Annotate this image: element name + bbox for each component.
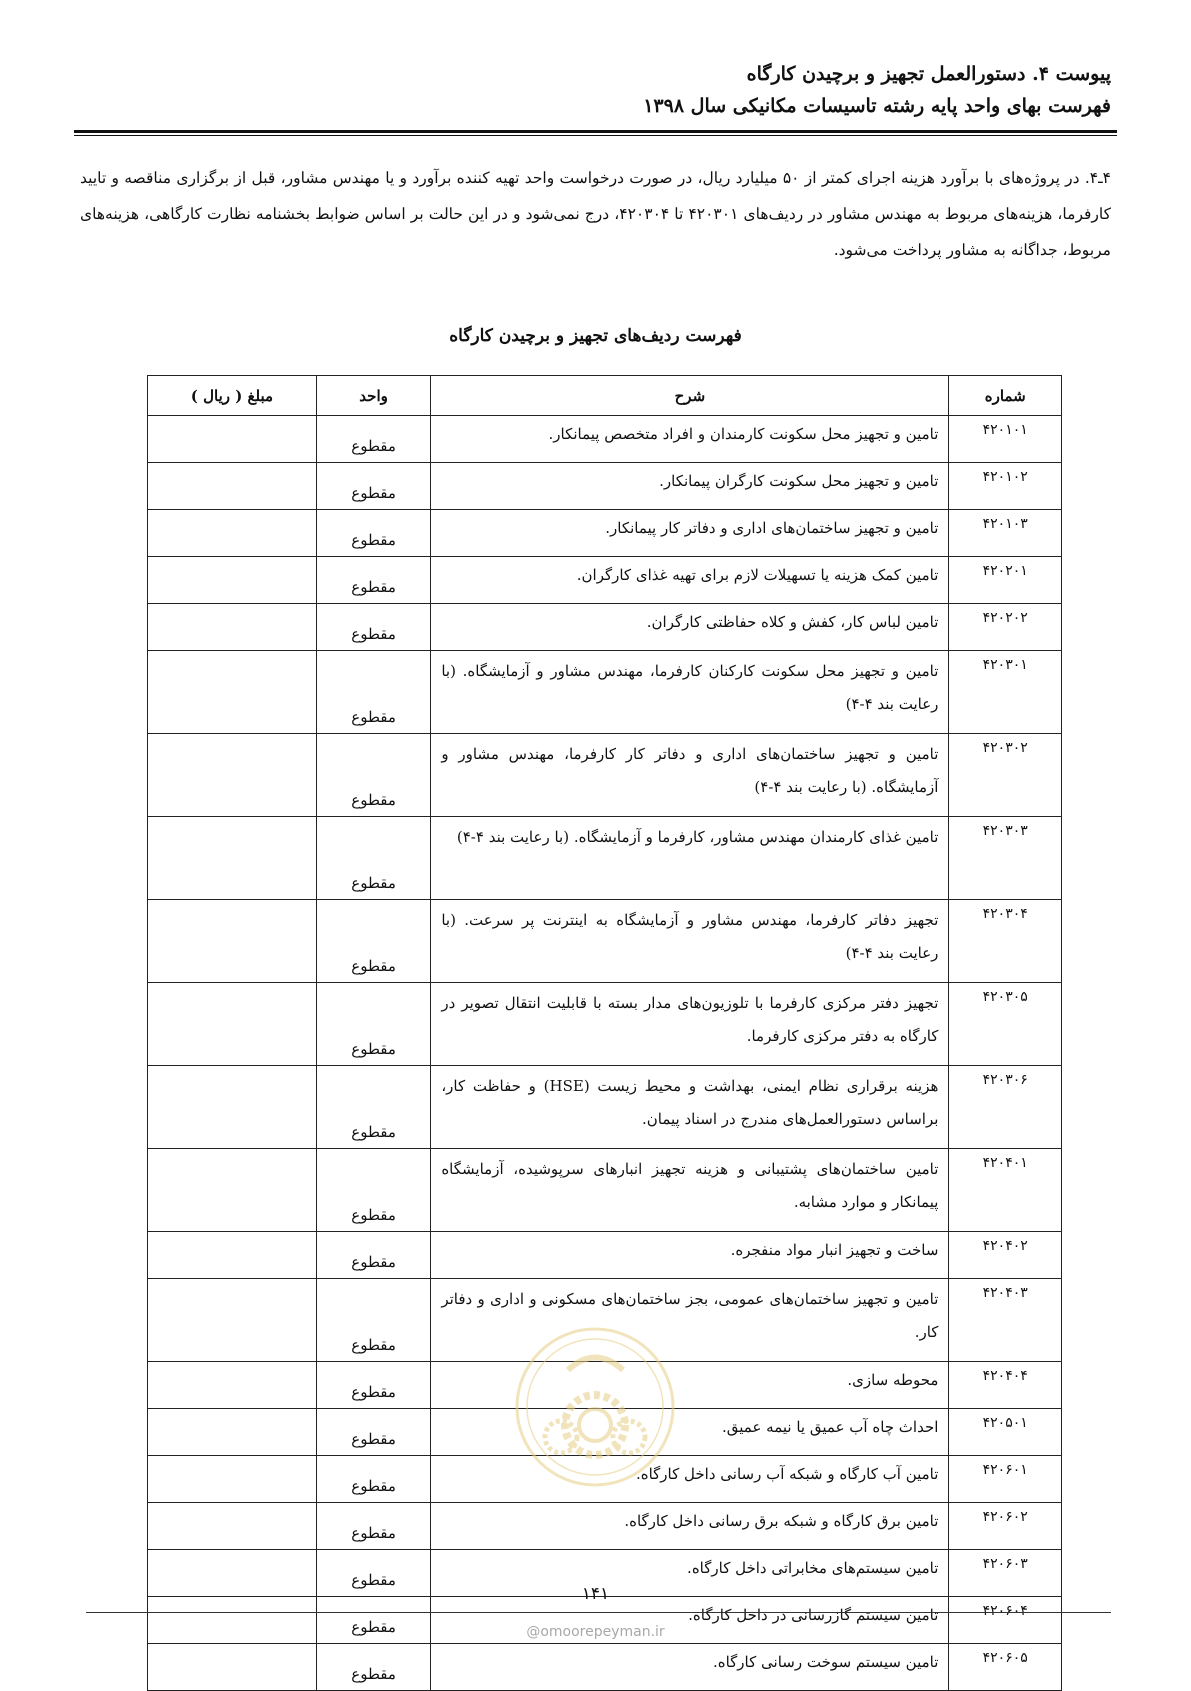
table-row [148, 604, 1062, 651]
row-description: تامین سیستم گازرسانی در داخل کارگاه. [431, 1597, 949, 1644]
row-amount [148, 1149, 317, 1232]
row-number: ۴۲۰۲۰۲ [949, 604, 1062, 651]
row-unit: مقطوع [316, 983, 430, 1066]
row-description: تامین و تجهیز ساختمان‌های اداری و دفاتر کار پیمانکار. [431, 510, 949, 557]
row-number: ۴۲۰۳۰۶ [949, 1066, 1062, 1149]
row-number: ۴۲۰۳۰۵ [949, 983, 1062, 1066]
row-description: تجهیز دفتر مرکزی کارفرما با تلوزیون‌های مدار بسته با قابلیت انتقال تصویر در کارگاه به دفتر مرکزی کارفرما. [431, 983, 949, 1066]
row-number: ۴۲۰۶۰۳ [949, 1550, 1062, 1597]
row-unit: مقطوع [316, 1644, 430, 1691]
row-description: تامین کمک هزینه یا تسهیلات لازم برای تهیه غذای کارگران. [431, 557, 949, 604]
row-amount [148, 983, 317, 1066]
row-number: ۴۲۰۴۰۴ [949, 1362, 1062, 1409]
row-amount [148, 734, 317, 817]
table-row [148, 463, 1062, 510]
table-row [148, 900, 1062, 983]
table-row [148, 1232, 1062, 1279]
table-row [148, 734, 1062, 817]
row-unit: مقطوع [316, 557, 430, 604]
row-number: ۴۲۰۱۰۲ [949, 463, 1062, 510]
intro-text: ۴ـ۴. در پروژه‌های با برآورد هزینه اجرای کمتر از ۵۰ میلیارد ریال، در صورت درخواست واحد تهیه کننده برآورد و یا مهندس مشاور، قبل از برگزاری مناقصه و تایید کارفرما، هزینه‌های مربوط به مهندس مشاور در ردیف‌های ۴۲۰۳۰۱ تا ۴۲۰۳۰۴، درج نمی‌شود و در این حالت بر اساس ضوابط بخشنامه نظارت کارگاهی، هزینه‌های مربوط، جداگانه به مشاور پرداخت می‌شود. [80, 169, 1112, 259]
table-row [148, 983, 1062, 1066]
row-description: تامین و تجهیز محل سکونت کارمندان و افراد متخصص پیمانکار. [431, 416, 949, 463]
row-number: ۴۲۰۶۰۴ [949, 1597, 1062, 1644]
row-unit: مقطوع [316, 1503, 430, 1550]
row-description: محوطه سازی. [431, 1362, 949, 1409]
row-description: تامین سیستم‌های مخابراتی داخل کارگاه. [431, 1550, 949, 1597]
row-description: تامین و تجهیز محل سکونت کارکنان کارفرما، مهندس مشاور و آزمایشگاه. (با رعایت بند ۴-۴) [431, 651, 949, 734]
table-title: فهرست ردیف‌های تجهیز و برچیدن کارگاه [449, 326, 742, 346]
row-description: ساخت و تجهیز انبار مواد منفجره. [431, 1232, 949, 1279]
footer-rule [86, 1612, 1111, 1613]
row-unit: مقطوع [316, 604, 430, 651]
row-number: ۴۲۰۶۰۱ [949, 1456, 1062, 1503]
row-amount [148, 817, 317, 900]
row-number: ۴۲۰۳۰۲ [949, 734, 1062, 817]
header-rule-thick [74, 130, 1117, 133]
row-unit: مقطوع [316, 1597, 430, 1644]
page-number: ۱۴۱ [581, 1584, 610, 1604]
header-rule-thin [74, 135, 1117, 136]
row-unit: مقطوع [316, 1149, 430, 1232]
row-amount [148, 1066, 317, 1149]
row-description: تامین آب کارگاه و شبکه آب رسانی داخل کارگاه. [431, 1456, 949, 1503]
row-amount [148, 1232, 317, 1279]
row-unit: مقطوع [316, 1279, 430, 1362]
row-description: تامین سیستم سوخت رسانی کارگاه. [431, 1644, 949, 1691]
row-number: ۴۲۰۱۰۳ [949, 510, 1062, 557]
row-number: ۴۲۰۶۰۵ [949, 1644, 1062, 1691]
row-amount [148, 510, 317, 557]
row-number: ۴۲۰۳۰۱ [949, 651, 1062, 734]
table-row [148, 510, 1062, 557]
row-amount [148, 1456, 317, 1503]
row-number: ۴۲۰۳۰۳ [949, 817, 1062, 900]
page-header [80, 58, 1111, 122]
table-row [148, 651, 1062, 734]
row-number: ۴۲۰۴۰۱ [949, 1149, 1062, 1232]
footer-site-link[interactable]: @omoorepeyman.ir [526, 1624, 665, 1640]
row-description: تامین غذای کارمندان مهندس مشاور، کارفرما و آزمایشگاه. (با رعایت بند ۴-۴) [431, 817, 949, 900]
row-amount [148, 651, 317, 734]
header-amount: مبلغ ( ریال ) [148, 376, 317, 416]
row-amount [148, 1362, 317, 1409]
row-description: تامین و تجهیز ساختمان‌های اداری و دفاتر کار کارفرما، مهندس مشاور و آزمایشگاه. (با رعایت بند ۴-۴) [431, 734, 949, 817]
table-header-row [148, 376, 1062, 416]
row-amount [148, 1279, 317, 1362]
table-row [148, 557, 1062, 604]
row-number: ۴۲۰۶۰۲ [949, 1503, 1062, 1550]
row-description: هزینه برقراری نظام ایمنی، بهداشت و محیط زیست (HSE) و حفاظت کار، براساس دستورالعمل‌های مندرج در اسناد پیمان. [431, 1066, 949, 1149]
header-subtitle: فهرست بهای واحد پایه رشته تاسیسات مکانیکی سال ۱۳۹۸ [643, 95, 1111, 117]
row-unit: مقطوع [316, 1409, 430, 1456]
row-description: تامین و تجهیز ساختمان‌های عمومی، بجز ساختمان‌های مسکونی و اداری و دفاتر کار. [431, 1279, 949, 1362]
row-amount [148, 1644, 317, 1691]
row-unit: مقطوع [316, 1362, 430, 1409]
header-unit: واحد [316, 376, 430, 416]
table-row [148, 1149, 1062, 1232]
table-row [148, 1066, 1062, 1149]
row-description: تجهیز دفاتر کارفرما، مهندس مشاور و آزمایشگاه به اینترنت پر سرعت. (با رعایت بند ۴-۴) [431, 900, 949, 983]
header-number: شماره [949, 376, 1062, 416]
row-number: ۴۲۰۴۰۳ [949, 1279, 1062, 1362]
row-unit: مقطوع [316, 510, 430, 557]
row-unit: مقطوع [316, 416, 430, 463]
items-table [147, 375, 1062, 1691]
row-unit: مقطوع [316, 1456, 430, 1503]
row-amount [148, 416, 317, 463]
row-amount [148, 1409, 317, 1456]
table-row [148, 416, 1062, 463]
row-description: تامین ساختمان‌های پشتیبانی و هزینه تجهیز انبارهای سرپوشیده، آزمایشگاه پیمانکار و موارد مشابه. [431, 1149, 949, 1232]
header-description: شرح [431, 376, 949, 416]
row-unit: مقطوع [316, 817, 430, 900]
row-unit: مقطوع [316, 900, 430, 983]
row-number: ۴۲۰۲۰۱ [949, 557, 1062, 604]
row-unit: مقطوع [316, 651, 430, 734]
row-amount [148, 463, 317, 510]
row-description: تامین برق کارگاه و شبکه برق رسانی داخل کارگاه. [431, 1503, 949, 1550]
row-unit: مقطوع [316, 1066, 430, 1149]
row-number: ۴۲۰۱۰۱ [949, 416, 1062, 463]
row-number: ۴۲۰۵۰۱ [949, 1409, 1062, 1456]
row-unit: مقطوع [316, 734, 430, 817]
row-description: تامین و تجهیز محل سکونت کارگران پیمانکار. [431, 463, 949, 510]
row-amount [148, 1503, 317, 1550]
row-amount [148, 557, 317, 604]
row-number: ۴۲۰۴۰۲ [949, 1232, 1062, 1279]
omoorepeyman-logo-seal-icon [513, 1325, 678, 1490]
table-row [148, 817, 1062, 900]
row-description: تامین لباس کار، کفش و کلاه حفاظتی کارگران. [431, 604, 949, 651]
row-amount [148, 604, 317, 651]
table-row [148, 1503, 1062, 1550]
intro-paragraph [80, 160, 1111, 268]
table-row [148, 1644, 1062, 1691]
row-unit: مقطوع [316, 1550, 430, 1597]
row-number: ۴۲۰۳۰۴ [949, 900, 1062, 983]
header-title: پیوست ۴. دستورالعمل تجهیز و برچیدن کارگاه [746, 63, 1111, 85]
row-unit: مقطوع [316, 463, 430, 510]
row-description: احداث چاه آب عمیق یا نیمه عمیق. [431, 1409, 949, 1456]
row-amount [148, 900, 317, 983]
row-unit: مقطوع [316, 1232, 430, 1279]
